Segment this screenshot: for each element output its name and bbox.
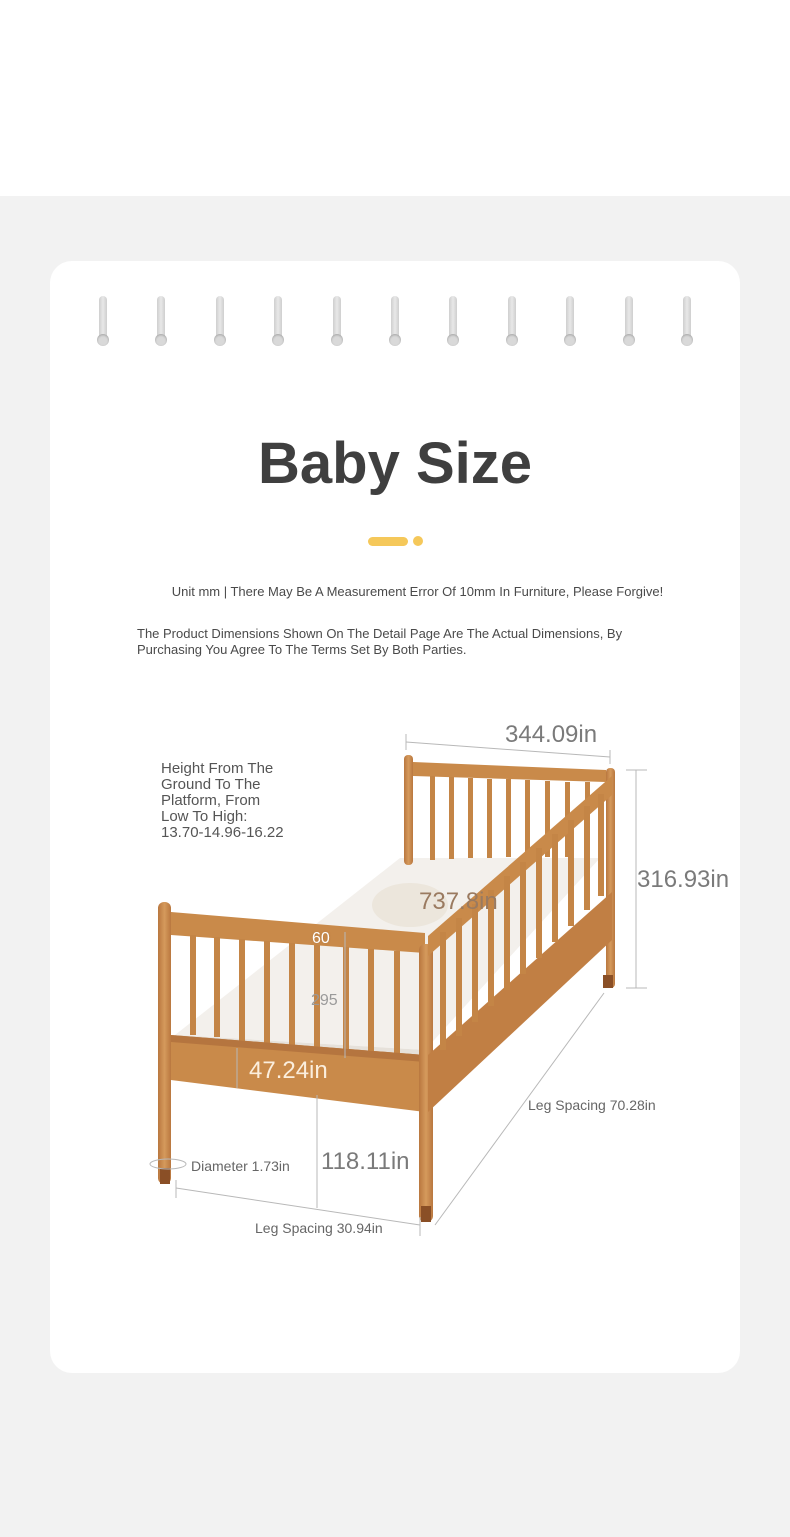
dimension-rail-60: 60 [312,930,330,947]
agreement-note: The Product Dimensions Shown On The Detail Page Are The Actual Dimensions, By Purchasing You Agree To The Terms Set By Both Parties. [137,626,623,657]
dimension-platform-height: 47.24in [249,1057,328,1084]
dimension-leg-height: 118.11in [321,1148,410,1175]
height-note-line: Low To High: [161,808,248,825]
dimension-top-width: 344.09in [505,721,598,748]
dimension-leg-spacing-short: Leg Spacing 30.94in [255,1220,383,1236]
dimension-diameter: Diameter 1.73in [191,1158,290,1174]
dimension-rail-295: 295 [311,992,338,1009]
height-note-line: Platform, From [161,792,261,809]
dimension-head-height: 316.93in [637,866,730,893]
height-note-line: Ground To The [161,776,261,793]
page-title: Baby Size [258,431,532,496]
height-note-line: Height From The [161,760,274,777]
height-note-values: 13.70-14.96-16.22 [161,824,284,841]
dimension-leg-spacing-long: Leg Spacing 70.28in [528,1097,656,1113]
dimension-length: 737.8in [419,888,498,915]
unit-note: Unit mm | There May Be A Measurement Error Of 10mm In Furniture, Please Forgive! [171,584,664,599]
platform-height-note [161,761,311,841]
